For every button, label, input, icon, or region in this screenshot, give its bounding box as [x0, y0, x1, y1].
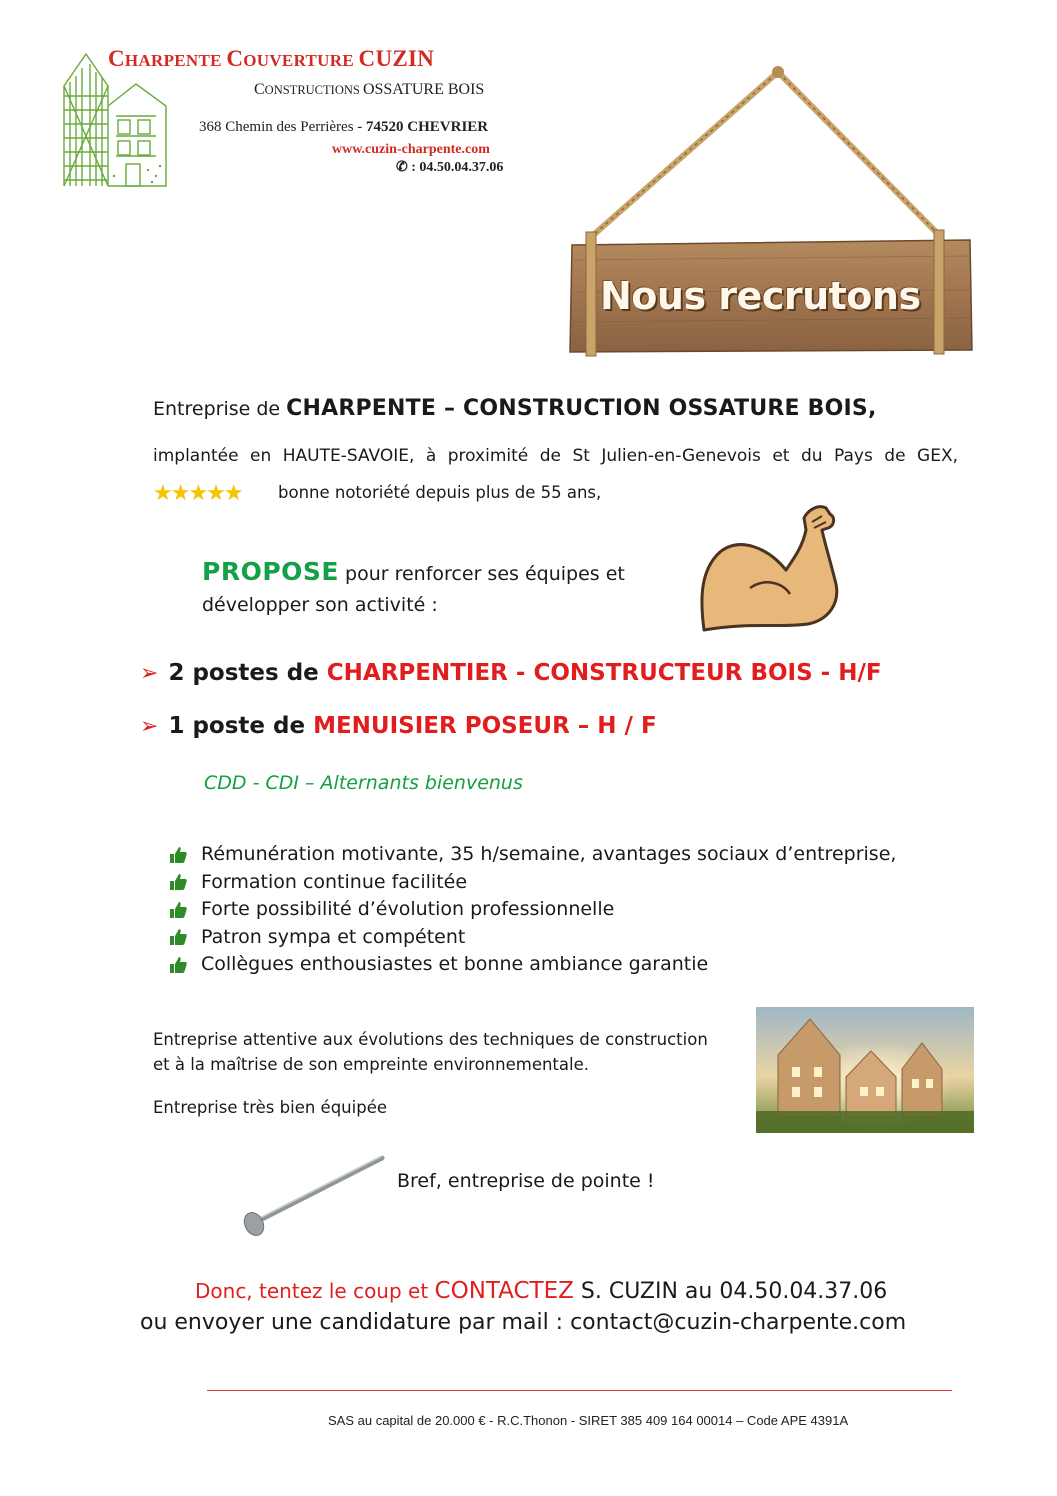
company-website-link[interactable]: www.cuzin-charpente.com: [332, 142, 490, 157]
thumbs-up-icon: [168, 927, 188, 947]
job-offer-item: ➢ 2 postes de CHARPENTIER - CONSTRUCTEUR BOIS - H/F: [140, 660, 882, 686]
list-item: Collègues enthousiastes et bonne ambiance garantie: [168, 951, 896, 979]
bref-tagline: Bref, entreprise de pointe !: [397, 1170, 655, 1192]
rating-stars-icon: ★★★★★: [153, 481, 242, 506]
flexed-arm-icon: [690, 500, 850, 640]
nail-icon: [238, 1150, 388, 1240]
company-address: 368 Chemin des Perrières - 74520 CHEVRIER: [199, 119, 489, 135]
list-item: Formation continue facilitée: [168, 869, 896, 897]
intro-line-3: bonne notoriété depuis plus de 55 ans,: [278, 483, 602, 502]
propose-keyword: PROPOSE: [202, 557, 339, 586]
thumbs-up-icon: [168, 900, 188, 920]
job-offer-item: ➢ 1 poste de MENUISIER POSEUR – H / F: [140, 713, 657, 739]
arrow-bullet-icon: ➢: [140, 661, 159, 686]
intro-line-1: Entreprise de CHARPENTE – CONSTRUCTION OSSATURE BOIS,: [153, 396, 877, 421]
benefits-list: [168, 841, 896, 979]
footer-legal-info: SAS au capital de 20.000 € - R.C.Thonon - SIRET 385 409 164 00014 – Code APE 4391A: [328, 1413, 849, 1428]
environment-paragraph: Entreprise attentive aux évolutions des techniques de construction et à la maîtrise de son empreinte environnementale.: [153, 1030, 708, 1074]
equipment-text: Entreprise très bien équipée: [153, 1098, 387, 1117]
footer-divider: [207, 1390, 952, 1391]
contact-line-2: ou envoyer une candidature par mail : contact@cuzin-charpente.com: [140, 1310, 907, 1335]
sign-heading: Nous recrutons: [600, 274, 921, 318]
thumbs-up-icon: [168, 872, 188, 892]
propose-paragraph: PROPOSE pour renforcer ses équipes et développer son activité :: [202, 557, 625, 616]
company-name: CHARPENTE COUVERTURE CUZIN: [108, 46, 435, 71]
company-subtitle: CONSTRUCTIONS OSSATURE BOIS: [254, 81, 485, 98]
list-item: Patron sympa et compétent: [168, 924, 896, 952]
contract-types: CDD - CDI – Alternants bienvenus: [204, 772, 523, 794]
company-phone: ✆ : 04.50.04.37.06: [396, 160, 504, 175]
list-item: Rémunération motivante, 35 h/semaine, avantages sociaux d’entreprise,: [168, 841, 896, 869]
thumbs-up-icon: [168, 845, 188, 865]
intro-line-2: implantée en HAUTE-SAVOIE, à proximité de St Julien-en-Genevois et du Pays de GEX,: [153, 446, 958, 466]
arrow-bullet-icon: ➢: [140, 714, 159, 739]
list-item: Forte possibilité d’évolution professionnelle: [168, 896, 896, 924]
thumbs-up-icon: [168, 955, 188, 975]
wooden-houses-photo: [756, 1007, 974, 1133]
contact-line-1: Donc, tentez le coup et CONTACTEZ S. CUZIN au 04.50.04.37.06: [195, 1278, 888, 1304]
